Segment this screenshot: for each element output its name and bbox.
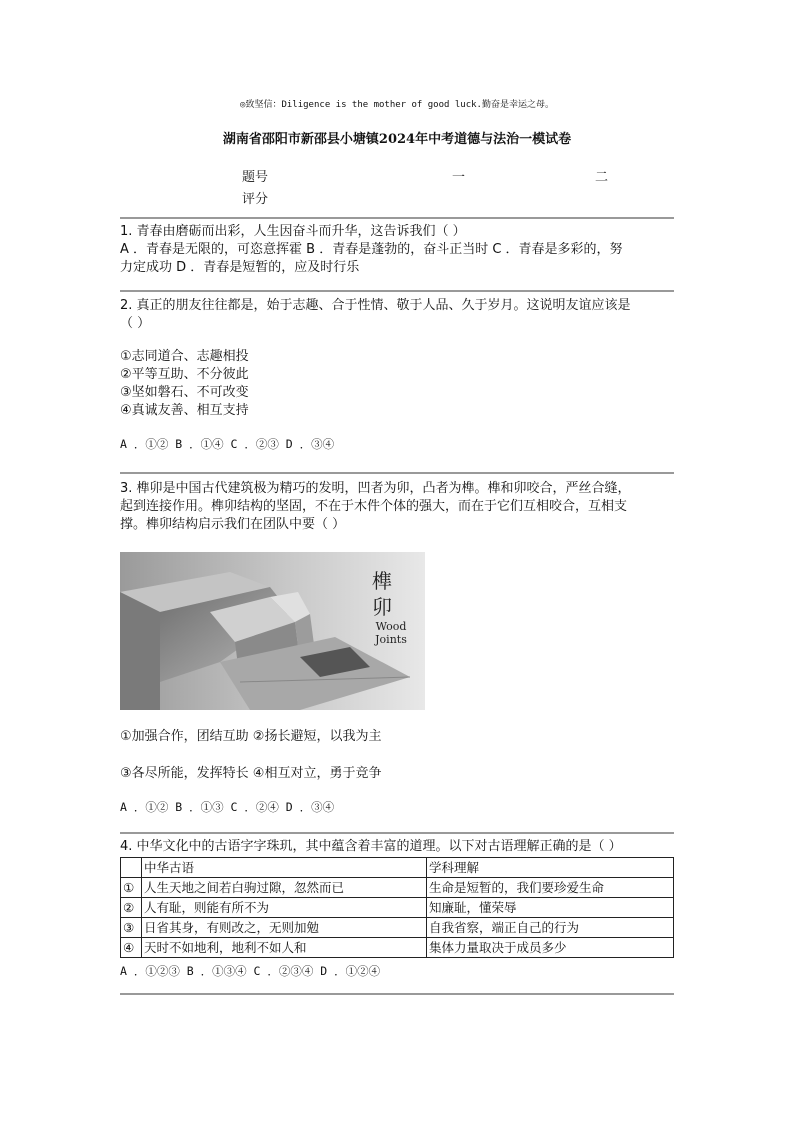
table-cell: 人有耻，则能有所不为	[142, 898, 427, 918]
score-col-2: 二	[595, 170, 609, 185]
divider	[120, 472, 674, 474]
score-table	[242, 166, 622, 210]
table-cell: 生命是短暂的，我们要珍爱生命	[427, 878, 674, 898]
divider	[120, 832, 674, 834]
option-item: ①加强合作，团结互助 ②扬长避短，以我为主	[120, 729, 382, 744]
table-row	[121, 878, 674, 898]
table-cell: 自我省察，端正自己的行为	[427, 918, 674, 938]
wood-joint-figure	[120, 552, 425, 710]
score-row-label: 评分	[242, 192, 269, 207]
table-cell: 集体力量取决于成员多少	[427, 938, 674, 958]
divider	[120, 290, 674, 292]
table-row	[121, 898, 674, 918]
table-header-cell	[121, 858, 142, 878]
question-stem: 3. 榫卯是中国古代建筑极为精巧的发明，凹者为卯，凸者为榫。榫和卯咬合，严丝合缝，	[120, 481, 631, 496]
figure-title-char-1: 榫	[372, 569, 392, 593]
table-cell: ③	[121, 918, 142, 938]
question-stem: 4. 中华文化中的古语字字珠玑，其中蕴含着丰富的道理。以下对古语理解正确的是（ ）	[120, 839, 622, 854]
table-row	[121, 918, 674, 938]
question-options: A ．①② B ．①④ C ．②③ D ．③④	[120, 437, 335, 451]
table-cell: ①	[121, 878, 142, 898]
question-1	[120, 223, 674, 277]
question-3-items	[120, 728, 674, 816]
question-stem: 起到连接作用。榫卯结构的坚固，不在于木件个体的强大，而在于它们互相咬合，互相支	[120, 499, 628, 514]
question-options: A ．①② B ．①③ C ．②④ D ．③④	[120, 800, 335, 814]
option-item: ③坚如磐石、不可改变	[120, 385, 249, 400]
figure-title-char-2: 卯	[372, 595, 392, 619]
figure-caption-2: Joints	[375, 633, 407, 646]
table-row	[121, 938, 674, 958]
table-cell: 天时不如地利，地利不如人和	[142, 938, 427, 958]
table-header-row	[121, 858, 674, 878]
question-stem: 1. 青春由磨砺而出彩，人生因奋斗而升华，这告诉我们（ ）	[120, 224, 466, 239]
question-options: 力定成功 D ．青春是短暂的，应及时行乐	[120, 260, 360, 275]
table-cell: ②	[121, 898, 142, 918]
question-2	[120, 297, 674, 453]
question-options: A ．①②③ B ．①③④ C ．②③④ D ．①②④	[120, 964, 381, 978]
option-item: ③各尽所能，发挥特长 ④相互对立，勇于竞争	[120, 766, 382, 781]
question-4	[120, 838, 674, 856]
table-cell: 日省其身，有则改之，无则加勉	[142, 918, 427, 938]
question-options: A ．青春是无限的，可恣意挥霍 B ．青春是蓬勃的，奋斗正当时 C ．青春是多彩的，努	[120, 242, 623, 257]
option-item: ④真诚友善、相互支持	[120, 403, 249, 418]
question-3	[120, 480, 674, 534]
option-item: ②平等互助、不分彼此	[120, 367, 249, 382]
score-col-1: 一	[452, 170, 466, 185]
table-header-cell: 中华古语	[142, 858, 427, 878]
figure-caption-1: Wood	[375, 620, 407, 633]
table-cell: 知廉耻，懂荣辱	[427, 898, 674, 918]
divider	[120, 993, 674, 995]
option-item: ①志同道合、志趣相投	[120, 349, 249, 364]
divider	[120, 217, 674, 219]
question-stem: 2. 真正的朋友往往都是，始于志趣、合于性情、敬于人品、久于岁月。这说明友谊应该是	[120, 298, 631, 313]
table-cell: ④	[121, 938, 142, 958]
question-stem: （ ）	[120, 316, 151, 331]
page-title: 湖南省邵阳市新邵县小塘镇2024年中考道德与法治一模试卷	[222, 132, 572, 147]
classical-quotes-table	[120, 857, 674, 958]
motto-line: ◎致坚信：Diligence is the mother of good luck.勤奋是幸运之母。	[240, 100, 554, 110]
score-col-label: 题号	[242, 170, 269, 185]
question-stem: 撑。榫卯结构启示我们在团队中要（ ）	[120, 517, 346, 532]
table-header-cell: 学科理解	[427, 858, 674, 878]
table-cell: 人生天地之间若白驹过隙，忽然而已	[142, 878, 427, 898]
